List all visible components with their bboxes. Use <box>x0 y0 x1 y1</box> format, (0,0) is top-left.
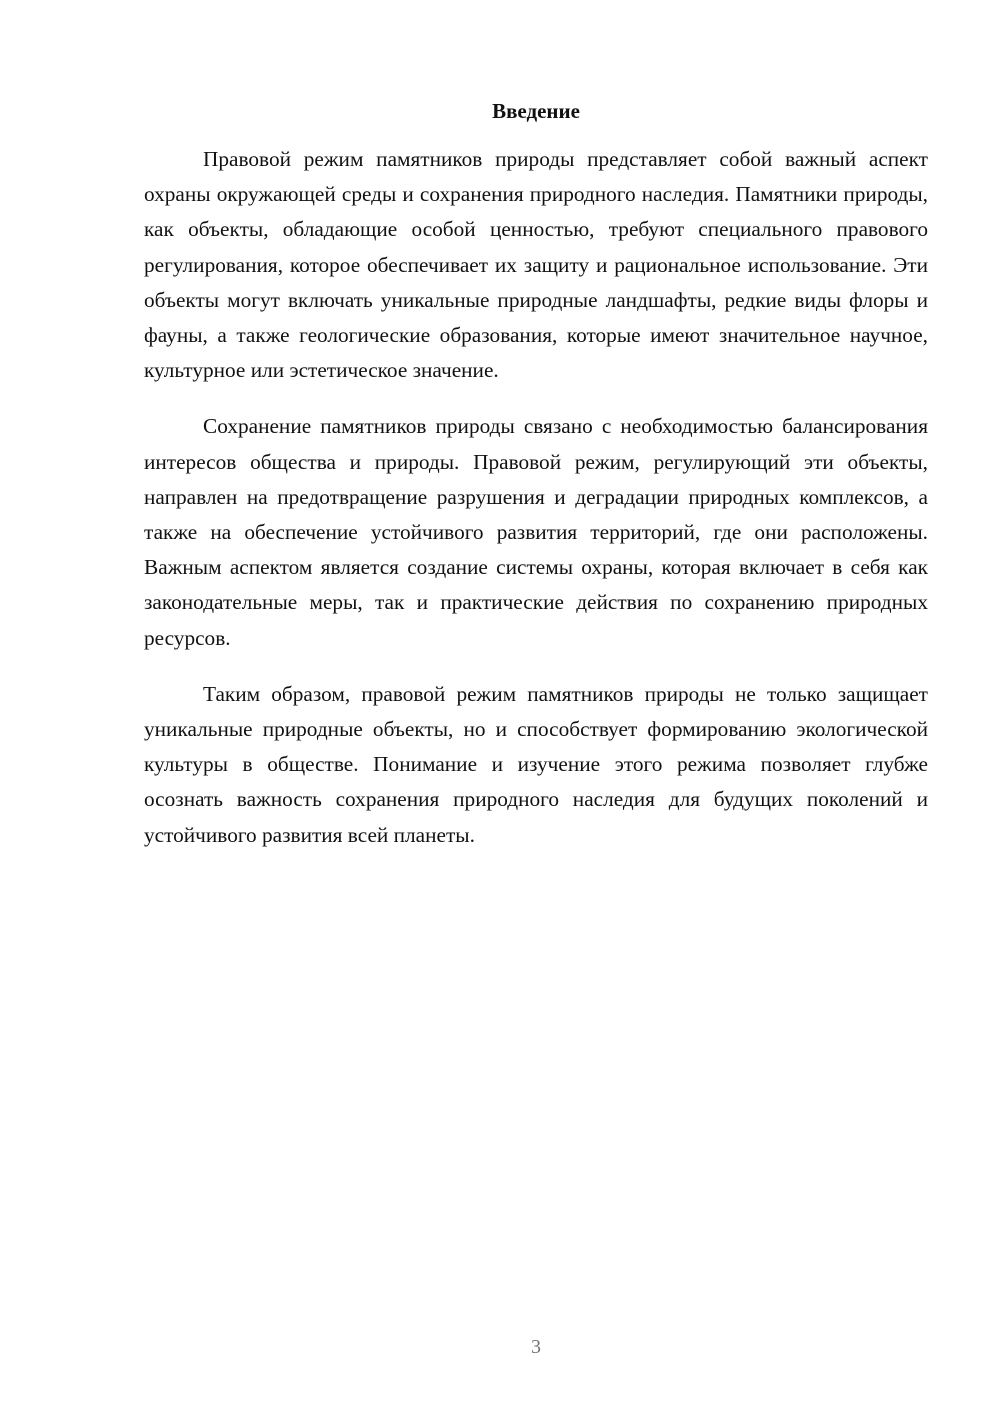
paragraph-2: Сохранение памятников природы связано с необходимостью балансирования интересов общества и природы. Правовой режим, регулирующий эти объекты, направлен на предотвращение разрушения и деградации природных комплексов, а также на обеспечение устойчивого развития территорий, где они расположены. Важным аспектом является создание системы охраны, которая включает в себя как законодательные меры, так и практические действия по сохранению природных ресурсов. <box>144 414 928 650</box>
document-body <box>144 142 928 874</box>
section-title: Введение <box>492 99 580 123</box>
paragraph-3: Таким образом, правовой режим памятников природы не только защищает уникальные природные объекты, но и способствует формированию экологической культуры в обществе. Понимание и изучение этого режима позволяет глубже осознать важность сохранения природного наследия для будущих поколений и устойчивого развития всей планеты. <box>144 681 928 847</box>
page-number: 3 <box>531 1336 541 1358</box>
paragraph-1: Правовой режим памятников природы представляет собой важный аспект охраны окружающей среды и сохранения природного наследия. Памятники природы, как объекты, обладающие особой ценностью, требуют специального правового регулирования, которое обеспечивает их защиту и рациональное использование. Эти объекты могут включать уникальные природные ландшафты, редкие виды флоры и фауны, а также геологические образования, которые имеют значительное научное, культурное или эстетическое значение. <box>144 147 928 383</box>
